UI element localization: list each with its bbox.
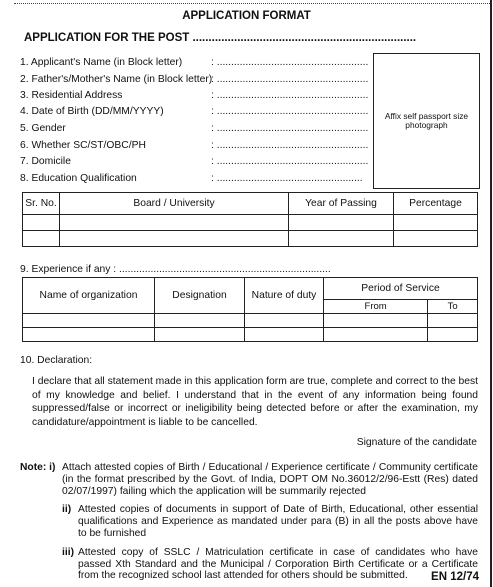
- note-i: Attach attested copies of Birth / Educational / Experience certificate / Community certificate (in the format prescribed by the Govt. of India, DOPT OM No.36012/2/96-Estt (Res) dated 02/07/1997) failing which the application will be summarily rejected: [62, 462, 478, 497]
- exp-col-designation: Designation: [155, 278, 245, 314]
- field-domicile-input[interactable]: : .....................................................: [211, 156, 369, 167]
- note-iii: Attested copy of SSLC / Matriculation certificate in case of candidates who have passed Xth Standard and the Municipal / Corporation Birth Certificate or a Certificate from the recognized school last attended for others should be submitted.: [78, 546, 478, 582]
- form-title: APPLICATION FORMAT: [182, 10, 311, 22]
- table-row: [23, 328, 478, 342]
- page-code: EN 12/74: [431, 571, 479, 583]
- exp-col-from: From: [324, 300, 428, 314]
- education-table: [22, 192, 478, 247]
- note-ii-prefix: ii): [62, 504, 72, 516]
- declaration-heading: 10. Declaration:: [20, 355, 93, 366]
- field-dob-label: 4. Date of Birth (DD/MM/YYYY): [20, 106, 164, 117]
- table-row: [23, 215, 478, 231]
- exp-col-organization: Name of organization: [23, 278, 155, 314]
- field-parent-name-input[interactable]: : .....................................................: [211, 74, 369, 85]
- page-right-edge: [490, 0, 492, 587]
- field-gender-input[interactable]: : .....................................................: [211, 123, 369, 134]
- note-ii: Attested copies of documents in support of Date of Birth, Educational, other essential qualifications and Experience as mandated under para (B) in all the posts above have to be furnished: [78, 504, 478, 539]
- field-address-label: 3. Residential Address: [20, 90, 123, 101]
- declaration-text: I declare that all statement made in this application form are true, complete and correct to the best of my knowledge and belief. I understand that in the event of any information being found suppressed/false or incorrect or ineligibility being detected before or after the examination, my candidature/appointment is liable to be cancelled.: [32, 376, 478, 428]
- experience-table: [22, 277, 478, 342]
- field-education-label: 8. Education Qualification: [20, 173, 137, 184]
- field-domicile-label: 7. Domicile: [20, 156, 71, 167]
- table-row: [23, 314, 478, 328]
- field-dob-input[interactable]: : .....................................................: [211, 106, 369, 117]
- top-dotted-rule: [14, 3, 492, 4]
- field-gender-label: 5. Gender: [20, 123, 66, 134]
- photo-box: [373, 53, 480, 189]
- field-parent-name-label: 2. Father's/Mother's Name (in Block letter): [20, 74, 213, 85]
- field-applicant-name-input[interactable]: : .....................................................: [211, 57, 369, 68]
- exp-col-nature: Nature of duty: [245, 278, 324, 314]
- field-applicant-name-label: 1. Applicant's Name (in Block letter): [20, 57, 183, 68]
- field-category-input[interactable]: : .....................................................: [211, 140, 369, 151]
- field-education-input[interactable]: : ...................................................: [211, 173, 363, 184]
- edu-col-board: Board / University: [60, 193, 289, 215]
- post-field[interactable]: APPLICATION FOR THE POST ......................................................................: [24, 32, 417, 44]
- table-row: [23, 231, 478, 247]
- notes-section: [20, 462, 478, 582]
- edu-col-srno: Sr. No.: [23, 193, 60, 215]
- experience-label[interactable]: 9. Experience if any : ..........................................................................: [20, 264, 331, 275]
- edu-col-percentage: Percentage: [394, 193, 478, 215]
- photo-box-label: Affix self passport size photograph: [384, 110, 469, 130]
- signature-label: Signature of the candidate: [356, 437, 477, 448]
- field-address-input[interactable]: : .....................................................: [211, 90, 369, 101]
- exp-col-to: To: [428, 300, 478, 314]
- note-prefix: Note: i): [20, 462, 56, 473]
- exp-col-period: Period of Service: [324, 278, 478, 300]
- field-category-label: 6. Whether SC/ST/OBC/PH: [20, 140, 146, 151]
- edu-col-year: Year of Passing: [289, 193, 394, 215]
- note-iii-prefix: iii): [62, 546, 75, 558]
